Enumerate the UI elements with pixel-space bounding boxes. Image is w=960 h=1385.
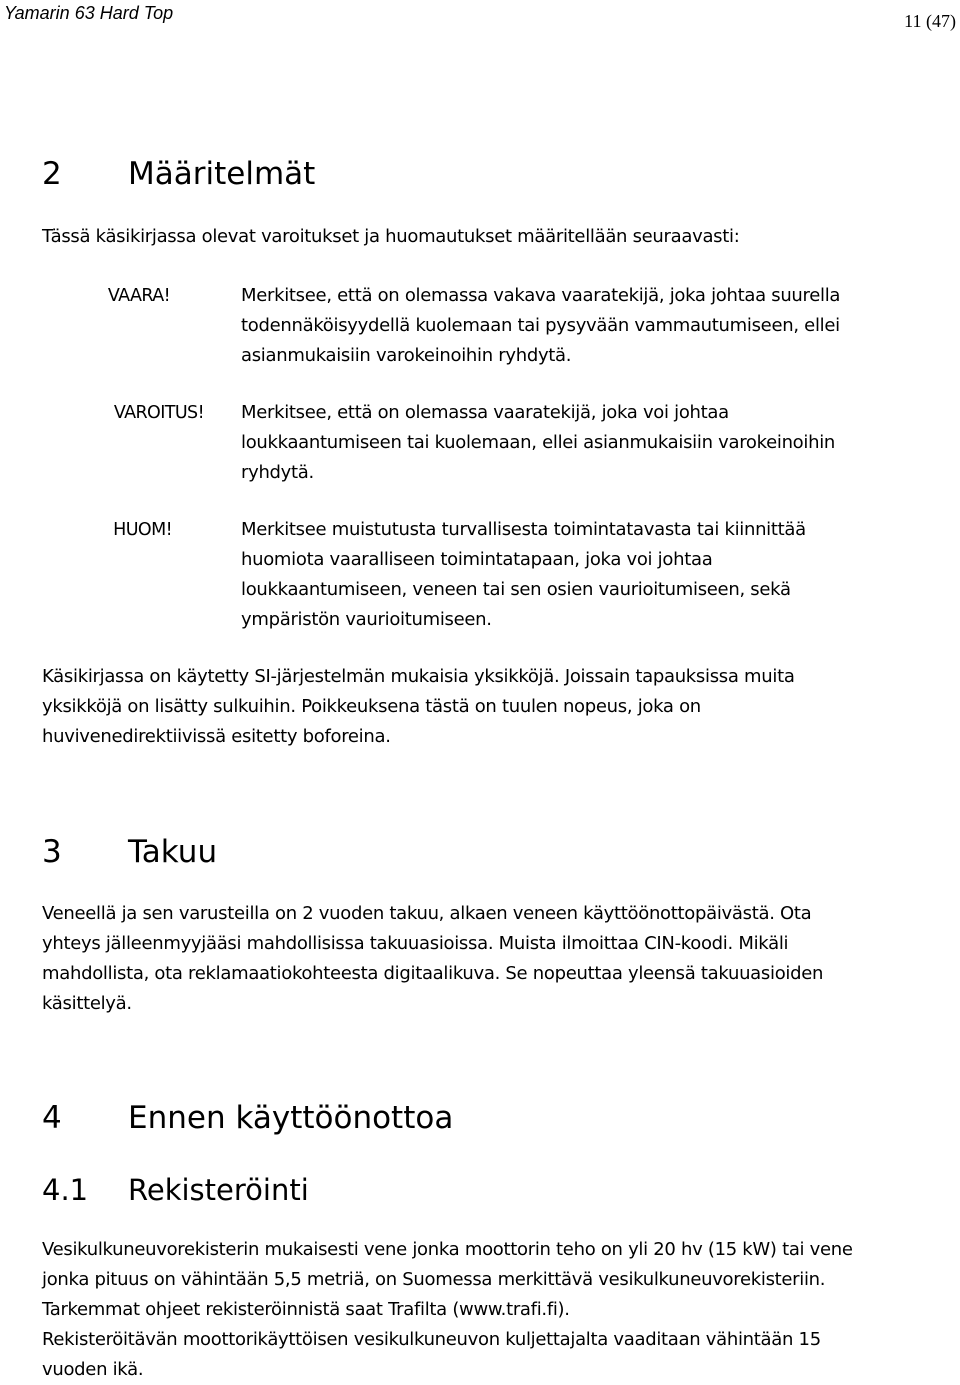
text-line: huomiota vaaralliseen toimintatapaan, joka voi johtaa [241, 549, 713, 570]
warning-label-danger: VAARA! [107, 286, 170, 306]
text-line: asianmukaisiin varokeinoihin ryhdytä. [241, 345, 572, 366]
warning-label-note: HUOM! [113, 520, 172, 540]
section-number: 4.1 [42, 1173, 89, 1207]
text-line: Rekisteröitävän moottorikäyttöisen vesikulkuneuvon kuljettajalta vaaditaan vähintään 15 [42, 1329, 821, 1350]
text-line: yhteys jälleenmyyjääsi mahdollisissa takuuasioissa. Muista ilmoittaa CIN-koodi. Mikäli [42, 933, 789, 954]
warranty-paragraph [42, 899, 954, 1019]
text-line: Vesikulkuneuvorekisterin mukaisesti vene jonka moottorin teho on yli 20 hv (15 kW) tai vene [42, 1239, 853, 1260]
section-heading-warranty [42, 832, 217, 872]
text-line: loukkaantumiseen tai kuolemaan, ellei asianmukaisiin varokeinoihin [241, 432, 836, 453]
text-line: yksikköjä on lisätty sulkuihin. Poikkeuksena tästä on tuulen nopeus, joka on [42, 696, 701, 717]
subsection-heading-registration [42, 1171, 309, 1209]
text-line: käsittelyä. [42, 993, 132, 1014]
text-line: loukkaantumiseen, veneen tai sen osien vaurioitumiseen, sekä [241, 579, 791, 600]
text-line: Merkitsee, että on olemassa vaaratekijä, joka voi johtaa [241, 402, 729, 423]
units-paragraph [42, 662, 954, 752]
text-line: Käsikirjassa on käytetty SI-järjestelmän mukaisia yksikköjä. Joissain tapauksissa muita [42, 666, 795, 687]
section-title: Määritelmät [128, 156, 316, 192]
definitions-intro: Tässä käsikirjassa olevat varoitukset ja huomautukset määritellään seuraavasti: [42, 226, 740, 247]
text-line: huvivenedirektiivissä esitetty boforeina. [42, 726, 391, 747]
text-line: Veneellä ja sen varusteilla on 2 vuoden takuu, alkaen veneen käyttöönottopäivästä. Ota [42, 903, 812, 924]
text-line: Tarkemmat ohjeet rekisteröinnistä saat Trafilta (www.trafi.fi). [42, 1299, 570, 1320]
section-number: 4 [42, 1100, 62, 1136]
section-title: Ennen käyttöönottoa [128, 1100, 454, 1136]
warning-label-warning: VAROITUS! [113, 403, 204, 423]
section-number: 2 [42, 156, 62, 192]
text-line: Merkitsee muistutusta turvallisesta toimintatavasta tai kiinnittää [241, 519, 806, 540]
page-header [4, 2, 956, 32]
section-title: Rekisteröinti [128, 1173, 309, 1207]
text-line: vuoden ikä. [42, 1359, 144, 1380]
section-heading-definitions [42, 154, 315, 194]
page-number: 11 (47) [904, 11, 956, 31]
section-title: Takuu [128, 834, 218, 870]
section-number: 3 [42, 834, 62, 870]
text-line: todennäköisyydellä kuolemaan tai pysyvään vammautumiseen, ellei [241, 315, 840, 336]
warning-text-warning [241, 398, 956, 488]
text-line: ympäristön vaurioitumiseen. [241, 609, 492, 630]
warning-text-note [241, 515, 956, 635]
warning-text-danger [241, 281, 956, 371]
text-line: mahdollista, ota reklamaatiokohteesta digitaalikuva. Se nopeuttaa yleensä takuuasioiden [42, 963, 824, 984]
registration-paragraph [42, 1235, 954, 1385]
text-line: jonka pituus on vähintään 5,5 metriä, on Suomessa merkittävä vesikulkuneuvorekisteriin. [42, 1269, 826, 1290]
document-title: Yamarin 63 Hard Top [4, 3, 174, 23]
text-line: Merkitsee, että on olemassa vakava vaaratekijä, joka johtaa suurella [241, 285, 841, 306]
section-heading-before-use [42, 1098, 453, 1138]
text-line: ryhdytä. [241, 462, 314, 483]
